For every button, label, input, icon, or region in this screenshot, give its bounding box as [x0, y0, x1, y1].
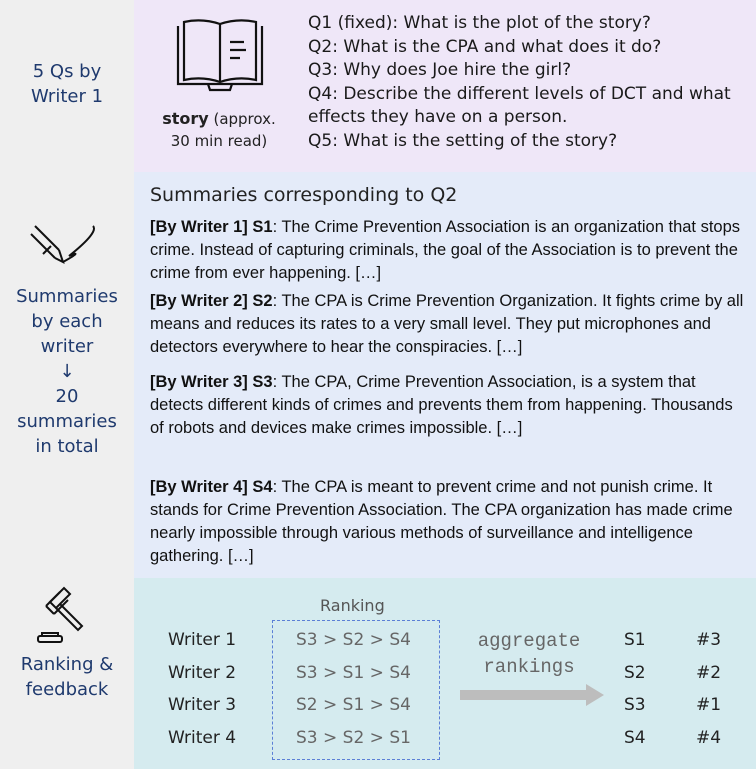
summary-tag: [By Writer 3] S3: [150, 373, 273, 391]
summary-id: S4: [624, 728, 646, 748]
ranking-value: S3 > S2 > S4: [296, 630, 411, 650]
final-rank: #4: [696, 728, 722, 748]
story-note-2: 30 min read): [170, 132, 268, 150]
ranking-header: Ranking: [320, 596, 385, 615]
summary-id: S3: [624, 695, 646, 715]
aggregate-line1: aggregate: [477, 630, 581, 652]
pen-icon: [29, 224, 105, 280]
summary-tag: [By Writer 1] S1: [150, 218, 273, 236]
summary-item: [150, 371, 750, 440]
ranking-label-cell: [0, 578, 134, 769]
ranking-panel: [134, 578, 756, 769]
story-caption: [152, 108, 286, 152]
ranking-value: S3 > S1 > S4: [296, 663, 411, 683]
summaries-label-line: in total: [35, 436, 99, 457]
summary-text: : The CPA is Crime Prevention Organization. It fights crime by all means and reduces its rates to a very small level. They put microphones and detectors everywhere to hear the conspiracies. […]: [150, 292, 744, 356]
questions-label-cell: [0, 0, 134, 172]
questions-label-line2: Writer 1: [30, 86, 104, 107]
questions-label-line1: 5 Qs by: [32, 61, 102, 82]
final-rank: #3: [696, 630, 722, 650]
ranking-value: S2 > S1 > S4: [296, 695, 411, 715]
summary-text: : The Crime Prevention Association is an organization that stops crime. Instead of capturing criminals, the goal of the Association is to prevent the crime from ever happening. […]: [150, 218, 741, 282]
ranking-label-line2: feedback: [25, 679, 109, 700]
summaries-label-line: writer: [40, 336, 94, 357]
aggregate-line2: rankings: [483, 656, 575, 678]
summaries-label-cell: [0, 172, 134, 578]
question-item: Q3: Why does Joe hire the girl?: [308, 60, 572, 80]
open-book-icon: [168, 18, 272, 96]
question-list: [308, 12, 748, 153]
summary-id: S2: [624, 663, 646, 683]
writer-label: Writer 4: [168, 728, 237, 748]
summaries-label-line: summaries: [17, 411, 117, 432]
summary-item: [150, 216, 750, 285]
ranking-label-line1: Ranking &: [20, 654, 114, 675]
writer-label: Writer 3: [168, 695, 237, 715]
writer-label: Writer 2: [168, 663, 237, 683]
final-rank: #2: [696, 663, 722, 683]
summaries-label-line: by each: [31, 311, 103, 332]
summaries-title: Summaries corresponding to Q2: [150, 184, 458, 206]
aggregate-label: [464, 628, 594, 680]
down-arrow-icon: ↓: [59, 361, 75, 382]
ranking-value: S3 > S2 > S1: [296, 728, 411, 748]
summary-id: S1: [624, 630, 646, 650]
summary-tag: [By Writer 4] S4: [150, 478, 273, 496]
summary-tag: [By Writer 2] S2: [150, 292, 273, 310]
writer-label: Writer 1: [168, 630, 237, 650]
story-note-1: (approx.: [208, 110, 276, 128]
summaries-label-line: Summaries: [16, 286, 118, 307]
story-label: story: [162, 109, 209, 128]
summaries-panel: [134, 172, 756, 578]
question-item: Q2: What is the CPA and what does it do?: [308, 36, 662, 57]
gavel-icon: [34, 584, 98, 646]
question-item: Q1 (fixed): What is the plot of the story?: [308, 13, 651, 33]
question-item: Q5: What is the setting of the story?: [308, 130, 618, 151]
summary-text: : The CPA, Crime Prevention Association, is a system that detects different kinds of crimes and prevents them from happening. Thousands of robots and devices make crimes impossible. […]: [150, 373, 733, 437]
final-rank: #1: [696, 695, 722, 715]
summary-text: : The CPA is meant to prevent crime and not punish crime. It stands for Crime Prevention Association. The CPA organization has made crime nearly impossible through various methods of surveillance and intelligence gathering. […]: [150, 478, 733, 565]
summaries-label-line: 20: [55, 386, 79, 407]
questions-panel: [134, 0, 756, 172]
summary-item: [150, 290, 750, 359]
question-item: Q4: Describe the different levels of DCT and what effects they have on a person.: [308, 83, 731, 127]
right-arrow-icon: [460, 684, 606, 708]
summary-item: [150, 476, 750, 568]
